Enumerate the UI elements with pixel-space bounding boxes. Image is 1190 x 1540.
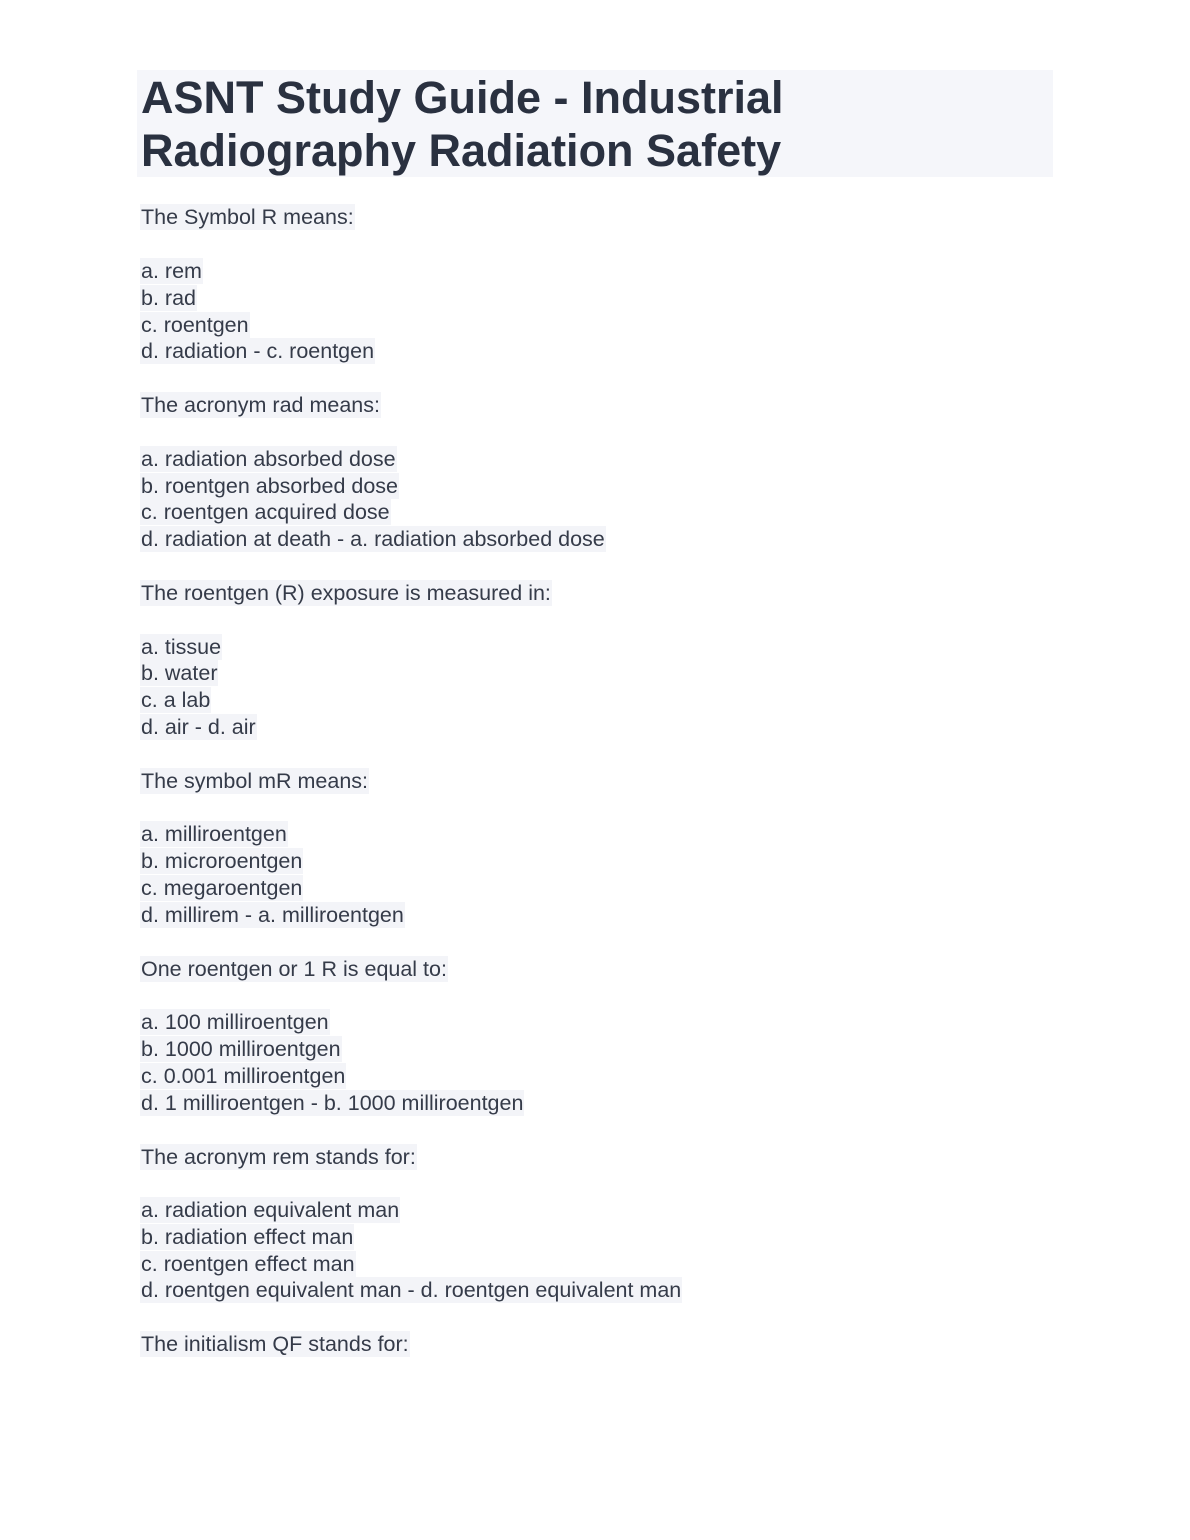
answer-option: b. rad [141,286,196,310]
answer-option-with-key: d. millirem - a. milliroentgen [141,903,404,927]
answer-option: a. radiation absorbed dose [141,447,396,471]
answer-option-with-key: d. radiation at death - a. radiation absorbed dose [141,527,605,551]
answer-option: b. water [141,661,218,685]
answer-option-with-key: d. roentgen equivalent man - d. roentgen equivalent man [141,1278,682,1302]
answer-option: a. tissue [141,635,222,659]
answer-option-with-key: d. radiation - c. roentgen [141,339,375,363]
answer-option: b. 1000 milliroentgen [141,1037,341,1061]
answer-option: b. microroentgen [141,849,303,873]
answer-option: c. 0.001 milliroentgen [141,1064,346,1088]
title-line-1: ASNT Study Guide - Industrial [141,72,784,123]
title-line-2: Radiography Radiation Safety [141,125,782,176]
question-prompt: The Symbol R means: [141,205,354,229]
answer-option: a. rem [141,259,202,283]
question-prompt: The acronym rem stands for: [141,1145,416,1169]
answer-option: c. a lab [141,688,211,712]
answer-option: b. roentgen absorbed dose [141,474,399,498]
question-prompt: The symbol mR means: [141,769,369,793]
answer-option-with-key: d. air - d. air [141,715,256,739]
answer-option: b. radiation effect man [141,1225,354,1249]
answer-option-with-key: d. 1 milliroentgen - b. 1000 milliroentgen [141,1091,524,1115]
answer-option: a. milliroentgen [141,822,287,846]
document-title [137,70,1053,177]
answer-option: c. roentgen effect man [141,1252,355,1276]
question-prompt: The acronym rad means: [141,393,380,417]
answer-option: a. radiation equivalent man [141,1198,400,1222]
answer-option: c. roentgen [141,313,249,337]
question-prompt: The roentgen (R) exposure is measured in: [141,581,551,605]
question-prompt: The initialism QF stands for: [141,1332,409,1356]
answer-option: c. roentgen acquired dose [141,500,390,524]
question-prompt: One roentgen or 1 R is equal to: [141,957,447,981]
answer-option: a. 100 milliroentgen [141,1010,329,1034]
answer-option: c. megaroentgen [141,876,303,900]
